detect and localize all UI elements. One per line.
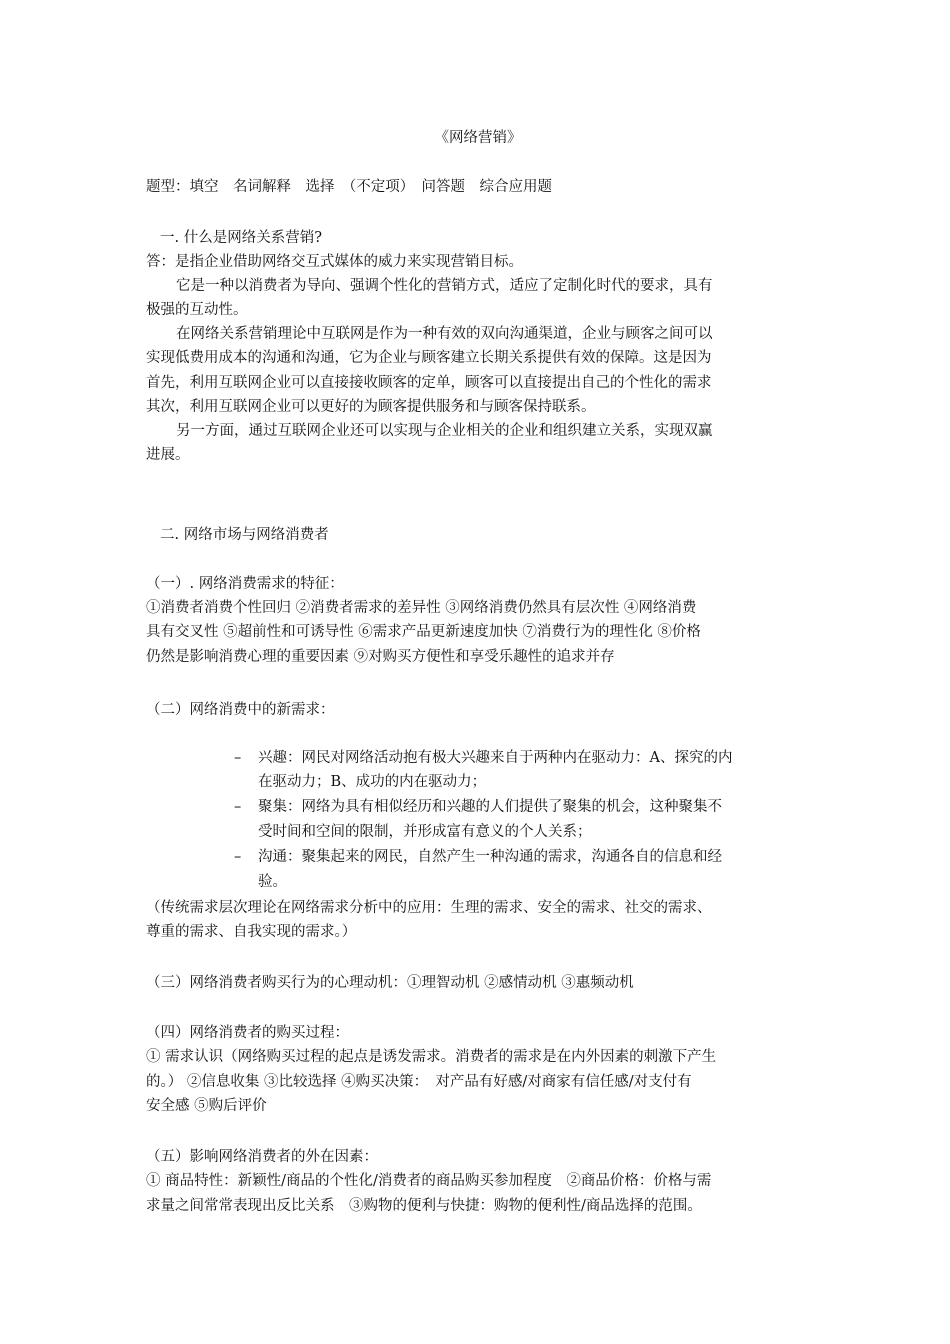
- sub3-line: （三）网络消费者购买行为的心理动机：①理智动机 ②感情动机 ③惠频动机: [146, 975, 634, 991]
- section1-para2-line2: 实现低费用成本的沟通和沟通，它为企业与顾客建立长期关系提供有效的保障。这是因为: [146, 350, 712, 366]
- bullet-dash: –: [234, 750, 242, 766]
- section1-para3-line2: 进展。: [146, 447, 190, 463]
- section1-para3-line1: 另一方面，通过互联网企业还可以实现与企业相关的企业和组织建立关系，实现双赢: [176, 423, 713, 439]
- sub2-note-line2: 尊重的需求、自我实现的需求。）: [146, 924, 357, 940]
- section1-para1-line1: 它是一种以消费者为导向、强调个性化的营销方式，适应了定制化时代的要求，具有: [176, 278, 713, 294]
- sub2-heading: （二）网络消费中的新需求：: [146, 702, 335, 718]
- sub1-line1: ①消费者消费个性回归 ②消费者需求的差异性 ③网络消费仍然具有层次性 ④网络消费: [146, 600, 697, 616]
- bullet-dash: –: [234, 849, 242, 865]
- bullet-gathering: [234, 795, 722, 819]
- sub1-line3: 仍然是影响消费心理的重要因素 ⑨对购买方便性和享受乐趣性的追求并存: [146, 649, 615, 665]
- bullet-communication-line2: 验。: [258, 874, 287, 890]
- section1-para1-line2: 极强的互动性。: [146, 302, 248, 318]
- sub2-note-line1: （传统需求层次理论在网络需求分析中的应用：生理的需求、安全的需求、社交的需求、: [146, 900, 712, 916]
- bullet-communication: [234, 845, 722, 869]
- section1-para2-line4: 其次，利用互联网企业可以更好的为顾客提供服务和与顾客保持联系。: [146, 399, 596, 415]
- bullet-gathering-line2: 受时间和空间的限制，并形成富有意义的个人关系；: [258, 824, 592, 840]
- sub5-heading: （五）影响网络消费者的外在因素：: [146, 1149, 378, 1165]
- bullet-communication-line1: 沟通：聚集起来的网民，自然产生一种沟通的需求，沟通各自的信息和经: [258, 849, 722, 865]
- sub4-line3: 安全感 ⑤购后评价: [146, 1098, 267, 1114]
- question-types: 题型：填空 名词解释 选择 （不定项） 问答题 综合应用题: [146, 179, 552, 195]
- sub4-line2: 的。） ②信息收集 ③比较选择 ④购买决策： 对产品有好感/对商家有信任感/对支付有: [146, 1074, 692, 1090]
- sub4-line1: ① 需求认识（网络购买过程的起点是诱发需求。消费者的需求是在内外因素的刺激下产生: [146, 1049, 717, 1065]
- sub1-heading: （一）. 网络消费需求的特征：: [146, 576, 344, 592]
- section2-heading: 二. 网络市场与网络消费者: [160, 527, 329, 543]
- document-title: 《网络营销》: [434, 130, 522, 146]
- sub5-line1: ① 商品特性：新颖性/商品的个性化/消费者的商品购买参加程度 ②商品价格：价格与需: [146, 1173, 712, 1189]
- bullet-interest: [234, 746, 732, 770]
- sub5-line2: 求量之间常常表现出反比关系 ③购物的便利与快捷：购物的便利性/商品选择的范围。: [146, 1198, 702, 1214]
- sub1-line2: 具有交叉性 ⑤超前性和可诱导性 ⑥需求产品更新速度加快 ⑦消费行为的理性化 ⑧价格: [146, 624, 701, 640]
- section1-para2-line1: 在网络关系营销理论中互联网是作为一种有效的双向沟通渠道，企业与顾客之间可以: [176, 326, 713, 342]
- bullet-gathering-line1: 聚集：网络为具有相似经历和兴趣的人们提供了聚集的机会，这种聚集不: [258, 799, 722, 815]
- section1-answer: 答：是指企业借助网络交互式媒体的威力来实现营销目标。: [146, 254, 523, 270]
- bullet-dash: –: [234, 799, 242, 815]
- sub4-heading: （四）网络消费者的购买过程：: [146, 1025, 349, 1041]
- bullet-interest-line2: 在驱动力；B、成功的内在驱动力；: [258, 774, 487, 790]
- bullet-interest-line1: 兴趣：网民对网络活动抱有极大兴趣来自于两种内在驱动力：A、探究的内: [258, 750, 733, 766]
- section1-heading: 一. 什么是网络关系营销?: [160, 230, 322, 246]
- section1-para2-line3: 首先，利用互联网企业可以直接接收顾客的定单，顾客可以直接提出自己的个性化的需求: [146, 375, 712, 391]
